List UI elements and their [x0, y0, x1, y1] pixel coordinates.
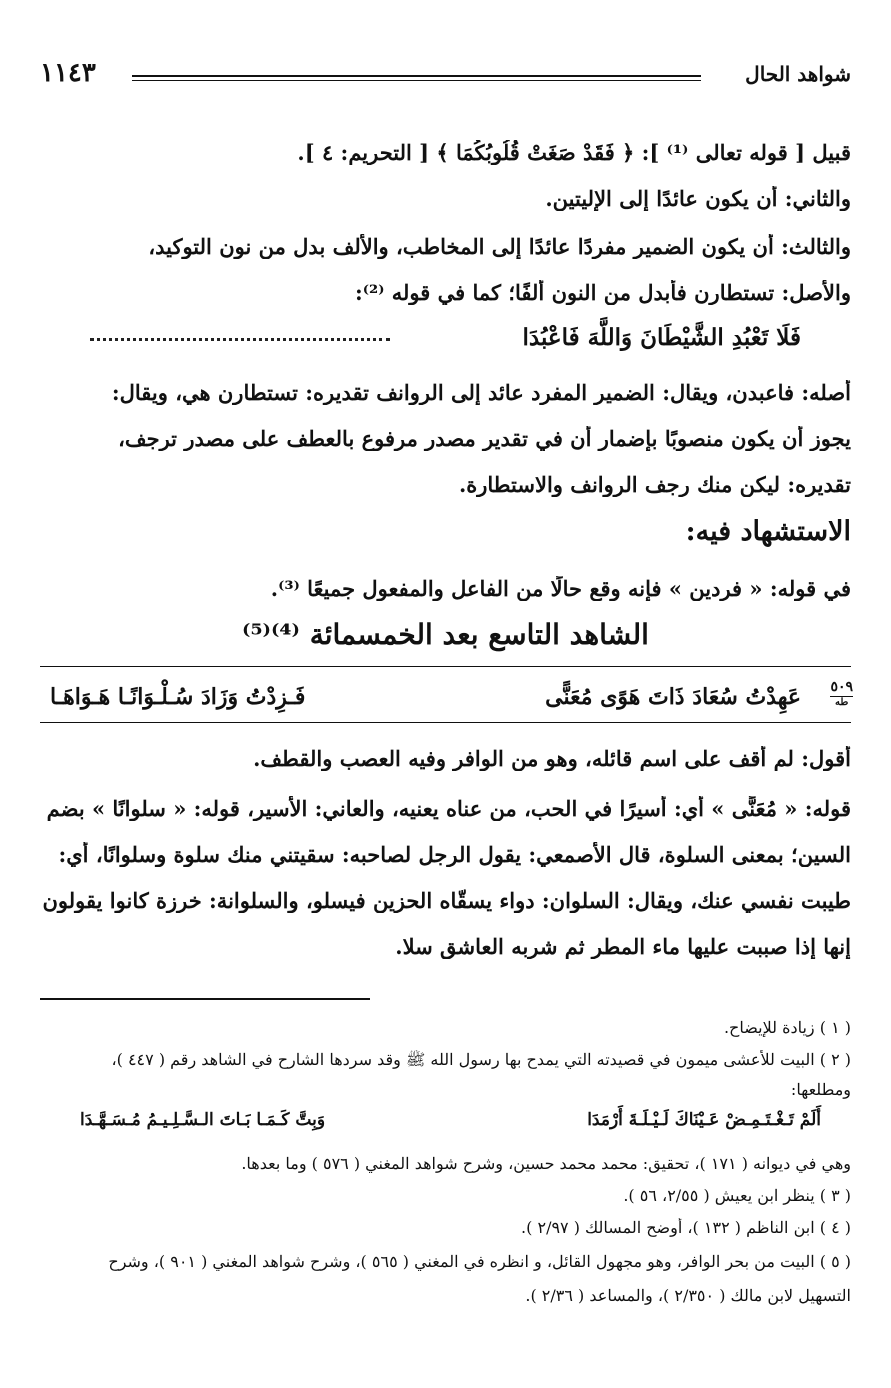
header-title: شواهد الحال — [745, 62, 851, 86]
body-line-5: أصله: فاعبدن، ويقال: الضمير المفرد عائد إلى الروانف تقديره: تستطارن هي، ويقال: — [111, 380, 851, 405]
footnote-5-line-1: ( ٥ ) البيت من بحر الوافر، وهو مجهول القائل، و انظره في المغني ( ٥٦٥ )، وشرح شواهد المغني ( ٩٠١ )، وشرح — [108, 1252, 851, 1271]
commentary-line-1: أقول: لم أقف على اسم قائله، وهو من الوافر وفيه العصب والقطف. — [253, 746, 851, 771]
verse-second-hemistich: فَـزِدْتُ وَزَادَ سُـلْـوَانًـا هَـوَاهَـا — [50, 684, 306, 710]
shahid-title: الشاهد التاسع بعد الخمسمائة ⁽⁴⁾⁽⁵⁾ — [242, 618, 649, 651]
body-line-4: والأصل: تستطارن فأبدل من النون ألفًا؛ كما في قوله ⁽²⁾: — [354, 280, 851, 305]
body-line-7: تقديره: ليكن منك رجف الروانف والاستطارة. — [458, 472, 851, 497]
footnote-2-line-1: ( ٢ ) البيت للأعشى ميمون في قصيدته التي يمدح بها رسول الله ﷺ وقد سردها الشارح في الشاهد رقم ( ٤٤٧ )، — [111, 1050, 851, 1069]
verse-number — [830, 680, 853, 708]
commentary-line-3: السين؛ بمعنى السلوة، قال الأصمعي: يقول الرجل لصاحبه: سقيتني منك سلوة وسلوانًا، أي: — [58, 842, 851, 867]
verse-number-value: ٥٠٩ — [830, 679, 853, 695]
footnote-2-verse-second: وَبِتَّ كَـمَـا بَـاتَ الـسَّـلِـيـمُ مُـسَـهَّـدَا — [80, 1110, 326, 1130]
running-header — [40, 58, 851, 94]
section-heading: الاستشهاد فيه: — [685, 516, 851, 547]
footnote-2-verse-first: أَلَمْ تَـغْـتَـمِـضْ عَـيْنَاكَ لَـيْـلَـةَ أَرْمَدَا — [587, 1110, 821, 1130]
body-line-3: والثالث: أن يكون الضمير مفردًا عائدًا إلى المخاطب، والألف بدل من نون التوكيد، — [148, 234, 851, 259]
commentary-line-4: طيبت نفسي عنك، ويقال: السلوان: دواء يسقّاه الحزين فيسلو، والسلوانة: خرزة كانوا يقولون — [42, 888, 851, 913]
body-line-2: والثاني: أن يكون عائدًا إلى الإليتين. — [545, 186, 851, 211]
footnote-2-line-3: وهي في ديوانه ( ١٧١ )، تحقيق: محمد محمد حسين، وشرح شواهد المغني ( ٥٧٦ ) وما بعدها. — [241, 1154, 851, 1173]
footnote-separator — [40, 998, 370, 1000]
quoted-verse: فَلَا تَعْبُدِ الشَّيْطَانَ وَاللَّهَ فَاعْبُدَا — [522, 324, 801, 351]
commentary-line-2: قوله: « مُعَنًّى » أي: أسيرًا في الحب، من عناه يعنيه، والعاني: الأسير، قوله: « سلوانًا » بضم — [46, 796, 851, 821]
body-line-1: قبيل [ قوله تعالى ⁽¹⁾ ]: ﴿ فَقَدْ صَغَتْ قُلُوبُكُمَا ﴾ [ التحريم: ٤ ]. — [297, 140, 851, 165]
footnote-2-line-2: ومطلعها: — [790, 1080, 851, 1099]
verse-top-rule — [40, 666, 851, 667]
verse-first-hemistich: عَهِدْتُ سُعَادَ ذَاتَ هَوًى مُعَنًّى — [545, 684, 801, 710]
verse-meter-mark: طه — [830, 696, 853, 708]
verse-dotted-line — [90, 338, 390, 341]
header-rule-thin — [132, 80, 701, 81]
footnote-4: ( ٤ ) ابن الناظم ( ١٣٢ )، أوضح المسالك ( ٢/٩٧ ). — [521, 1218, 851, 1237]
footnote-5-line-2: التسهيل لابن مالك ( ٢/٣٥٠ )، والمساعد ( ٢/٣٦ ). — [525, 1286, 851, 1305]
commentary-line-5: إنها إذا صببت عليها ماء المطر ثم شربه العاشق سلا. — [395, 934, 851, 959]
header-rule — [132, 75, 701, 77]
body-line-8: في قوله: « فردين » فإنه وقع حالًا من الفاعل والمفعول جميعًا ⁽³⁾. — [270, 576, 851, 601]
verse-bottom-rule — [40, 722, 851, 723]
footnote-3: ( ٣ ) ينظر ابن يعيش ( ٢/٥٥، ٥٦ ). — [623, 1186, 851, 1205]
page-number: ١١٤٣ — [40, 58, 96, 88]
body-line-6: يجوز أن يكون منصوبًا بإضمار أن في تقدير مصدر مرفوع بالعطف على مصدر ترجف، — [118, 426, 851, 451]
footnote-1: ( ١ ) زيادة للإيضاح. — [723, 1018, 851, 1037]
